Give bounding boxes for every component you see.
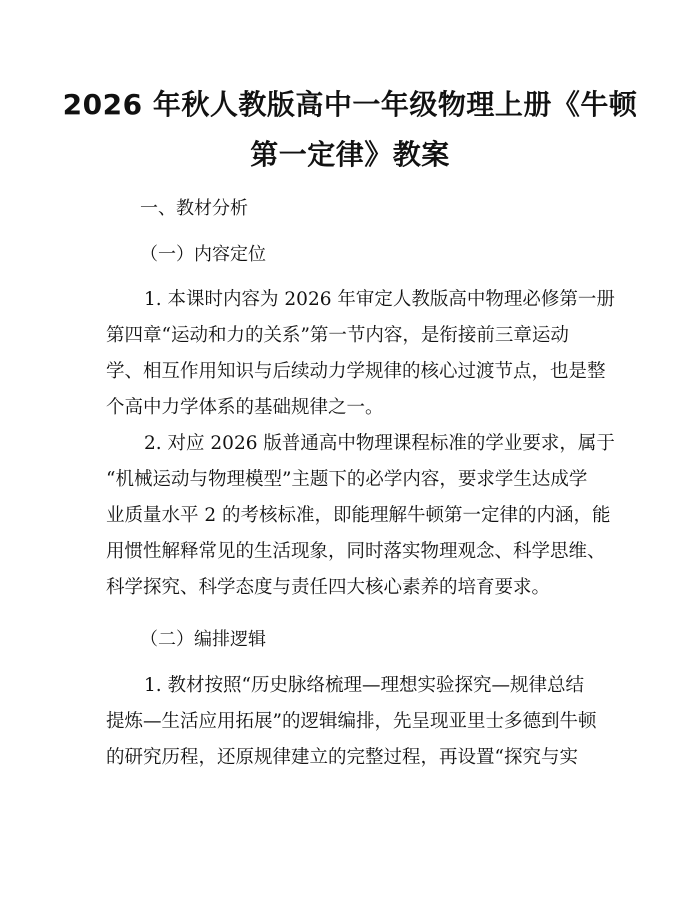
subsection-heading-arrangement-logic: （二）编排逻辑: [140, 629, 266, 650]
paragraph-arrangement-logic-1: [106, 668, 606, 776]
paragraph-line: 提炼—生活应用拓展”的逻辑编排，先呈现亚里士多德到牛顿: [106, 711, 597, 732]
paragraph-line: 1. 教材按照“历史脉络梳理—理想实验探究—规律总结: [144, 675, 584, 696]
document-title-line-1: 2026 年秋人教版高中一年级物理上册《牛顿: [62, 88, 638, 121]
paragraph-line: 1. 本课时内容为 2026 年审定人教版高中物理必修第一册: [144, 289, 615, 310]
paragraph-content-positioning-2: [106, 426, 615, 606]
document-title-line-2: 第一定律》教案: [250, 138, 450, 171]
paragraph-line: 业质量水平 2 的考核标准，即能理解牛顿第一定律的内涵，能: [106, 505, 611, 526]
paragraph-line: 科学探究、科学态度与责任四大核心素养的培育要求。: [106, 577, 551, 598]
paragraph-line: 用惯性解释常见的生活现象，同时落实物理观念、科学思维、: [106, 541, 606, 562]
paragraph-line: 学、相互作用知识与后续动力学规律的核心过渡节点，也是整: [106, 361, 606, 382]
paragraph-line: “机械运动与物理模型”主题下的必学内容，要求学生达成学: [106, 469, 588, 490]
subsection-heading-content-positioning: （一）内容定位: [140, 244, 266, 265]
paragraph-line: 的研究历程，还原规律建立的完整过程，再设置“探究与实: [106, 747, 578, 768]
paragraph-line: 2. 对应 2026 版普通高中物理课程标准的学业要求，属于: [144, 433, 615, 454]
paragraph-line: 第四章“运动和力的关系”第一节内容，是衔接前三章运动: [106, 325, 569, 346]
paragraph-content-positioning-1: [106, 282, 615, 426]
section-heading-textbook-analysis: 一、教材分析: [140, 198, 248, 219]
paragraph-line: 个高中力学体系的基础规律之一。: [106, 397, 384, 418]
